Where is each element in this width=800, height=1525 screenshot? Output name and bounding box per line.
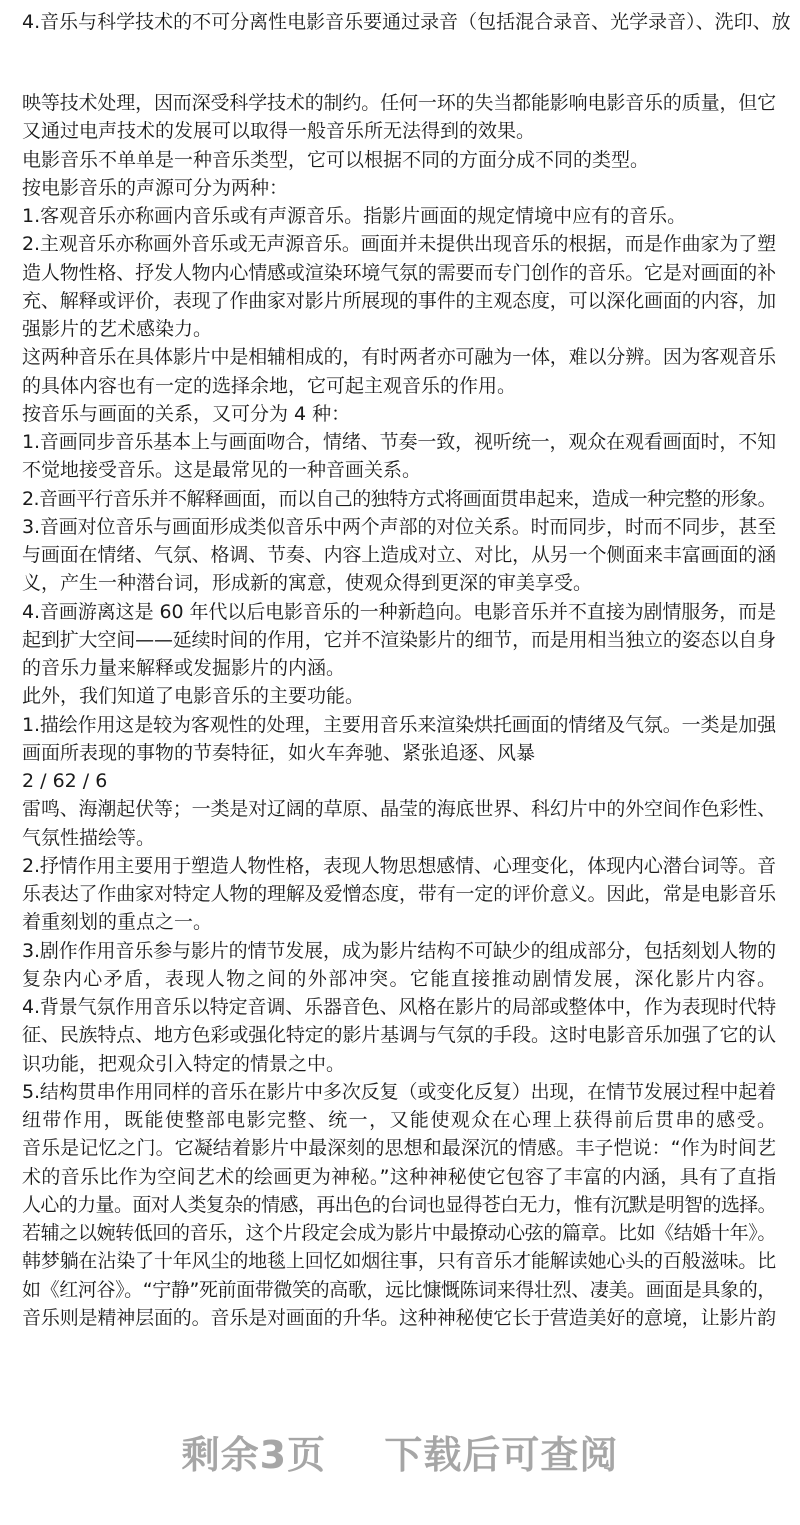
text-line: 4.音乐与科学技术的不可分离性电影音乐要通过录音（包括混合录音、光学录音）、洗印、放 <box>22 11 791 33</box>
text-line: 音乐则是精神层面的。音乐是对画面的升华。这种神秘使它长于营造美好的意境，让影片韵 <box>22 1306 776 1329</box>
text-line: 的音乐力量来解释或发掘影片的内涵。 <box>22 657 346 679</box>
text-line: 的具体内容也有一定的选择余地，它可起主观音乐的作用。 <box>22 374 517 397</box>
text-line: 音乐是记忆之门。它凝结着影片中最深刻的思想和最深沉的情感。丰子恺说：“作为时间艺 <box>22 1137 776 1160</box>
text-line: 5.结构贯串作用同样的音乐在影片中多次反复（或变化反复）出现，在情节发展过程中起着 <box>22 1080 776 1103</box>
remaining-pages-label[interactable]: 剩余3页 <box>181 1433 327 1477</box>
text-line: 复杂内心矛盾，表现人物之间的外部冲突。它能直接推动剧情发展，深化影片内容。 <box>22 967 776 990</box>
text-line: 此外，我们知道了电影音乐的主要功能。 <box>22 685 365 708</box>
text-line: 韩梦躺在沾染了十年风尘的地毯上回忆如烟往事，只有音乐才能解读她心头的百般滋味。比 <box>22 1250 776 1273</box>
text-line: 3.音画对位音乐与画面形成类似音乐中两个声部的对位关系。时而同步，时而不同步，甚至 <box>22 515 776 538</box>
text-line: 征、民族特点、地方色彩或强化特定的影片基调与气氛的手段。这时电影音乐加强了它的认 <box>22 1024 776 1047</box>
text-line: 画面所表现的事物的节奏特征，如火车奔驰、紧张追逐、风暴 <box>22 741 536 764</box>
text-line: 2.主观音乐亦称画外音乐或无声源音乐。画面并未提供出现音乐的根据，而是作曲家为了塑 <box>22 233 776 256</box>
text-line: 1.客观音乐亦称画内音乐或有声源音乐。指影片画面的规定情境中应有的音乐。 <box>22 205 687 227</box>
text-line: 如《红河谷》。“宁静”死前面带微笑的高歌，远比慷慨陈词来得壮烈、凄美。画面是具象的， <box>22 1278 776 1301</box>
download-prompt[interactable] <box>0 1424 800 1479</box>
text-line: 术的音乐比作为空间艺术的绘画更为神秘。”这种神秘使它包容了丰富的内涵，具有了直指 <box>22 1165 776 1188</box>
text-line: 按音乐与画面的关系，又可分为 4 种： <box>22 402 351 425</box>
download-to-view-label[interactable]: 下载后可查阅 <box>384 1433 619 1477</box>
text-line: 不觉地接受音乐。这是最常见的一种音画关系。 <box>22 459 422 482</box>
text-line: 义，产生一种潜台词，形成新的寓意，使观众得到更深的审美享受。 <box>22 572 593 595</box>
text-line: 1.音画同步音乐基本上与画面吻合，情绪、节奏一致，视听统一，观众在观看画面时，不知 <box>22 431 776 453</box>
text-line: 着重刻划的重点之一。 <box>22 911 213 934</box>
text-line: 映等技术处理，因而深受科学技术的制约。任何一环的失当都能影响电影音乐的质量，但它 <box>22 92 776 114</box>
text-line: 充、解释或评价，表现了作曲家对影片所展现的事件的主观态度，可以深化画面的内容，加 <box>22 289 776 312</box>
text-line: 按电影音乐的声源可分为两种： <box>22 176 289 199</box>
text-line: 1.描绘作用这是较为客观性的处理，主要用音乐来渲染烘托画面的情绪及气氛。一类是加强 <box>22 713 776 736</box>
text-line: 起到扩大空间——延续时间的作用，它并不渲染影片的细节，而是用相当独立的姿态以自身 <box>22 628 776 651</box>
text-line: 气氛性描绘等。 <box>22 826 156 849</box>
text-line: 2.音画平行音乐并不解释画面，而以自己的独特方式将画面贯串起来，造成一种完整的形象。 <box>22 487 776 510</box>
text-line: 这两种音乐在具体影片中是相辅相成的，有时两者亦可融为一体，难以分辨。因为客观音乐 <box>22 346 776 369</box>
text-line: 若辅之以婉转低回的音乐，这个片段定会成为影片中最撩动心弦的篇章。比如《结婚十年》。 <box>22 1222 776 1244</box>
text-line: 2.抒情作用主要用于塑造人物性格，表现人物思想感情、心理变化，体现内心潜台词等。音 <box>22 854 776 877</box>
document-body <box>0 89 800 1332</box>
text-line: 又通过电声技术的发展可以取得一般音乐所无法得到的效果。 <box>22 120 536 143</box>
text-line: 4.背景气氛作用音乐以特定音调、乐器音色、风格在影片的局部或整体中，作为表现时代特 <box>22 996 776 1018</box>
text-line: 2 / 62 / 6 <box>22 770 108 792</box>
text-line: 乐表达了作曲家对特定人物的理解及爱憎态度，带有一定的评价意义。因此，常是电影音乐 <box>22 883 776 905</box>
text-line: 与画面在情绪、气氛、格调、节奏、内容上造成对立、对比，从另一个侧面来丰富画面的涵 <box>22 544 776 566</box>
text-line: 雷鸣、海潮起伏等；一类是对辽阔的草原、晶莹的海底世界、科幻片中的外空间作色彩性、 <box>22 798 776 821</box>
text-line: 识功能，把观众引入特定的情景之中。 <box>22 1052 346 1075</box>
text-line: 人心的力量。面对人类复杂的情感，再出色的台词也显得苍白无力，惟有沉默是明智的选择。 <box>22 1193 776 1216</box>
text-line: 电影音乐不单单是一种音乐类型，它可以根据不同的方面分成不同的类型。 <box>22 148 650 171</box>
text-line: 纽带作用，既能使整部电影完整、统一，又能使观众在心理上获得前后贯串的感受。 <box>22 1109 776 1131</box>
text-line: 3.剧作作用音乐参与影片的情节发展，成为影片结构不可缺少的组成部分，包括刻划人物的 <box>22 939 776 962</box>
text-line: 4.音画游离这是 60 年代以后电影音乐的一种新趋向。电影音乐并不直接为剧情服务，而是 <box>22 600 776 623</box>
text-line: 强影片的艺术感染力。 <box>22 318 213 340</box>
text-line: 造人物性格、抒发人物内心情感或渲染环境气氛的需要而专门创作的音乐。它是对画面的补 <box>22 261 776 284</box>
